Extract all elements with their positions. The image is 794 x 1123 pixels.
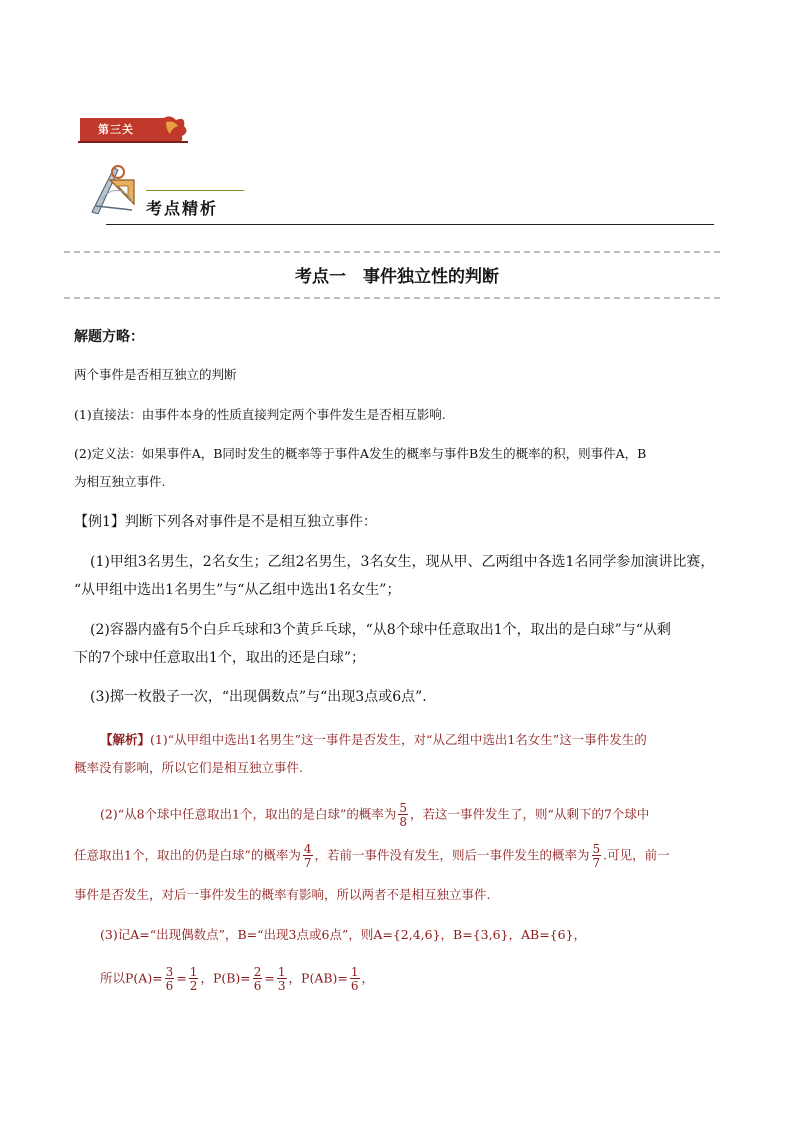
example-heading — [74, 512, 377, 532]
solution-3-line2 — [100, 966, 374, 992]
method-item-1: (1)直接法：由事件本身的性质直接判定两个事件发生是否相互影响. — [74, 407, 446, 422]
method-item-2-line1: (2)定义法：如果事件A，B同时发生的概率等于事件A发生的概率与事件B发生的概率的积，则事件A，B — [74, 446, 647, 461]
fraction-numerator: 2 — [253, 965, 262, 979]
section-title-overline — [146, 190, 244, 191]
method-intro: 两个事件是否相互独立的判断 — [74, 367, 237, 382]
equals-sign: = — [176, 970, 187, 986]
solution-1-line1 — [100, 731, 647, 749]
fraction-1-6 — [350, 966, 360, 992]
fraction-numerator: 1 — [277, 965, 286, 979]
dashed-divider-bottom — [64, 297, 720, 299]
drafting-tools-icon — [88, 160, 138, 214]
example-question: 判断下列各对事件是不是相互独立事件： — [124, 514, 377, 530]
solution-2-line3: 事件是否发生，对后一事件发生的概率有影响，所以两者不是相互独立事件. — [74, 887, 491, 902]
fraction-5-8 — [398, 802, 408, 828]
solution-2-text-a: (2)“从8个球中任意取出1个，取出的是白球”的概率为 — [100, 806, 397, 822]
fraction-numerator: 5 — [399, 801, 408, 815]
solution-2-text-b: ，若这一事件发生了，则“从剩下的7个球中 — [410, 806, 650, 822]
fraction-numerator: 1 — [189, 965, 198, 979]
solution-3-text-c: ，P(AB)= — [288, 970, 348, 986]
fraction-denominator: 7 — [592, 856, 601, 870]
fraction-4-7 — [303, 843, 313, 869]
method-item-2-line2: 为相互独立事件. — [74, 474, 166, 489]
method-heading: 解题方略： — [74, 329, 144, 345]
example-q2-line1: (2)容器内盛有5个白乒乓球和3个黄乒乓球，“从8个球中任意取出1个，取出的是白球”与“从剩 — [90, 622, 671, 638]
example-label: 【例1】 — [74, 514, 125, 530]
fraction-denominator: 2 — [189, 979, 198, 993]
badge-ribbon-icon — [78, 114, 190, 146]
solution-2-text-c: 任意取出1个，取出的仍是白球”的概率为 — [74, 847, 301, 863]
fraction-5-7 — [592, 843, 602, 869]
fraction-denominator: 7 — [303, 856, 312, 870]
fraction-denominator: 6 — [165, 979, 174, 993]
solution-3-text-d: ， — [361, 970, 375, 986]
solution-label: 【解析】 — [100, 732, 151, 747]
solution-3-line1: (3)记A=“出现偶数点”，B=“出现3点或6点”，则A={2,4,6}，B={3,6}，AB={6}， — [100, 927, 587, 942]
topic-title: 考点一 事件独立性的判断 — [295, 267, 499, 287]
fraction-1-3 — [277, 966, 287, 992]
fraction-1-2 — [189, 966, 199, 992]
fraction-numerator: 1 — [350, 965, 359, 979]
equals-sign: = — [264, 970, 275, 986]
solution-2-text-d: ，若前一事件没有发生，则后一事件发生的概率为 — [314, 847, 590, 863]
section-title: 考点精析 — [146, 199, 219, 218]
fraction-3-6 — [165, 966, 175, 992]
level-badge — [78, 114, 190, 146]
fraction-denominator: 8 — [399, 815, 408, 829]
fraction-numerator: 4 — [303, 842, 312, 856]
solution-2-line2 — [74, 843, 670, 869]
fraction-denominator: 6 — [350, 979, 359, 993]
solution-3-text-b: ，P(B)= — [200, 970, 251, 986]
fraction-denominator: 3 — [277, 979, 286, 993]
solution-1-line2: 概率没有影响，所以它们是相互独立事件. — [74, 760, 303, 775]
fraction-numerator: 3 — [165, 965, 174, 979]
solution-3-text-a: 所以P(A)= — [100, 970, 163, 986]
fraction-2-6 — [253, 966, 263, 992]
example-q3: (3)掷一枚骰子一次，“出现偶数点”与“出现3点或6点”. — [90, 689, 427, 705]
fraction-denominator: 6 — [253, 979, 262, 993]
example-q1-line2: “从甲组中选出1名男生”与“从乙组中选出1名女生”； — [74, 582, 401, 598]
solution-2-text-e: .可见，前一 — [603, 847, 670, 863]
example-q1-line1: (1)甲组3名男生，2名女生；乙组2名男生，3名女生，现从甲、乙两组中各选1名同学参加演讲比赛， — [90, 554, 715, 570]
fraction-numerator: 5 — [592, 842, 601, 856]
solution-2-line1 — [100, 802, 649, 828]
section-divider — [106, 224, 714, 225]
solution-1-text: (1)“从甲组中选出1名男生”这一事件是否发生，对“从乙组中选出1名女生”这一事件发生的 — [150, 732, 647, 747]
dashed-divider-top — [64, 251, 720, 253]
level-badge-label: 第三关 — [98, 123, 134, 136]
example-q2-line2: 下的7个球中任意取出1个，取出的还是白球”； — [74, 650, 365, 666]
